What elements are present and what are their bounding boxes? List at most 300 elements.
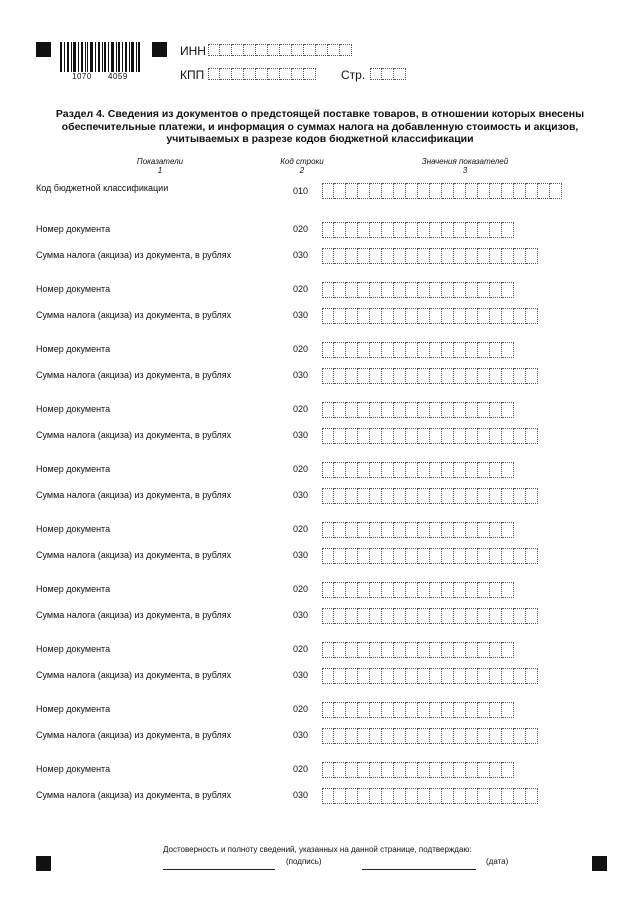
- input-cell[interactable]: [406, 282, 418, 298]
- input-cell[interactable]: [490, 282, 502, 298]
- input-cell[interactable]: [466, 762, 478, 778]
- input-cell[interactable]: [418, 668, 430, 684]
- input-cell[interactable]: [478, 788, 490, 804]
- input-cell[interactable]: [208, 44, 220, 56]
- input-cell[interactable]: [406, 788, 418, 804]
- input-cell[interactable]: [322, 548, 334, 564]
- input-cell[interactable]: [502, 762, 514, 778]
- input-cell[interactable]: [346, 728, 358, 744]
- input-cell[interactable]: [490, 428, 502, 444]
- input-cell[interactable]: [490, 788, 502, 804]
- input-cell[interactable]: [478, 308, 490, 324]
- input-cell[interactable]: [454, 342, 466, 358]
- input-cell[interactable]: [526, 308, 538, 324]
- input-cell[interactable]: [502, 488, 514, 504]
- input-cell[interactable]: [514, 308, 526, 324]
- input-cell[interactable]: [340, 44, 352, 56]
- input-cell[interactable]: [334, 368, 346, 384]
- input-cell[interactable]: [490, 368, 502, 384]
- input-cell[interactable]: [358, 788, 370, 804]
- input-cell[interactable]: [514, 668, 526, 684]
- input-cell[interactable]: [382, 68, 394, 80]
- input-cell[interactable]: [430, 368, 442, 384]
- input-cell[interactable]: [418, 608, 430, 624]
- input-cell[interactable]: [466, 183, 478, 199]
- input-cell[interactable]: [406, 342, 418, 358]
- doc-number-field[interactable]: [322, 702, 514, 718]
- input-cell[interactable]: [466, 788, 478, 804]
- input-cell[interactable]: [466, 642, 478, 658]
- input-cell[interactable]: [334, 282, 346, 298]
- input-cell[interactable]: [514, 728, 526, 744]
- input-cell[interactable]: [454, 788, 466, 804]
- input-cell[interactable]: [454, 522, 466, 538]
- input-cell[interactable]: [490, 548, 502, 564]
- input-cell[interactable]: [490, 342, 502, 358]
- input-cell[interactable]: [370, 368, 382, 384]
- input-cell[interactable]: [358, 282, 370, 298]
- input-cell[interactable]: [280, 68, 292, 80]
- input-cell[interactable]: [334, 342, 346, 358]
- input-cell[interactable]: [466, 282, 478, 298]
- input-cell[interactable]: [430, 522, 442, 538]
- input-cell[interactable]: [466, 248, 478, 264]
- input-cell[interactable]: [478, 488, 490, 504]
- input-cell[interactable]: [406, 222, 418, 238]
- input-cell[interactable]: [430, 582, 442, 598]
- input-cell[interactable]: [292, 44, 304, 56]
- input-cell[interactable]: [526, 668, 538, 684]
- input-cell[interactable]: [478, 248, 490, 264]
- input-cell[interactable]: [370, 248, 382, 264]
- input-cell[interactable]: [346, 702, 358, 718]
- input-cell[interactable]: [322, 248, 334, 264]
- input-cell[interactable]: [526, 248, 538, 264]
- input-cell[interactable]: [382, 428, 394, 444]
- input-cell[interactable]: [454, 428, 466, 444]
- tax-amount-field[interactable]: [322, 488, 538, 504]
- kpp-field[interactable]: [208, 68, 316, 80]
- input-cell[interactable]: [466, 342, 478, 358]
- input-cell[interactable]: [346, 582, 358, 598]
- input-cell[interactable]: [358, 368, 370, 384]
- input-cell[interactable]: [490, 608, 502, 624]
- input-cell[interactable]: [418, 462, 430, 478]
- input-cell[interactable]: [382, 668, 394, 684]
- input-cell[interactable]: [256, 68, 268, 80]
- input-cell[interactable]: [454, 183, 466, 199]
- input-cell[interactable]: [322, 668, 334, 684]
- input-cell[interactable]: [394, 702, 406, 718]
- input-cell[interactable]: [430, 788, 442, 804]
- input-cell[interactable]: [478, 608, 490, 624]
- input-cell[interactable]: [490, 702, 502, 718]
- input-cell[interactable]: [346, 608, 358, 624]
- input-cell[interactable]: [466, 308, 478, 324]
- input-cell[interactable]: [490, 183, 502, 199]
- tax-amount-field[interactable]: [322, 788, 538, 804]
- input-cell[interactable]: [466, 548, 478, 564]
- input-cell[interactable]: [334, 402, 346, 418]
- input-cell[interactable]: [526, 428, 538, 444]
- input-cell[interactable]: [418, 522, 430, 538]
- input-cell[interactable]: [322, 222, 334, 238]
- input-cell[interactable]: [406, 762, 418, 778]
- input-cell[interactable]: [418, 582, 430, 598]
- input-cell[interactable]: [334, 248, 346, 264]
- input-cell[interactable]: [358, 428, 370, 444]
- input-cell[interactable]: [220, 44, 232, 56]
- input-cell[interactable]: [430, 248, 442, 264]
- input-cell[interactable]: [382, 462, 394, 478]
- input-cell[interactable]: [232, 44, 244, 56]
- input-cell[interactable]: [334, 428, 346, 444]
- input-cell[interactable]: [358, 183, 370, 199]
- input-cell[interactable]: [394, 368, 406, 384]
- input-cell[interactable]: [394, 488, 406, 504]
- input-cell[interactable]: [382, 368, 394, 384]
- input-cell[interactable]: [370, 762, 382, 778]
- input-cell[interactable]: [514, 788, 526, 804]
- input-cell[interactable]: [454, 642, 466, 658]
- input-cell[interactable]: [244, 44, 256, 56]
- input-cell[interactable]: [370, 462, 382, 478]
- input-cell[interactable]: [394, 428, 406, 444]
- input-cell[interactable]: [358, 608, 370, 624]
- kbk-field[interactable]: [322, 183, 562, 199]
- input-cell[interactable]: [478, 548, 490, 564]
- input-cell[interactable]: [466, 522, 478, 538]
- input-cell[interactable]: [382, 402, 394, 418]
- tax-amount-field[interactable]: [322, 428, 538, 444]
- input-cell[interactable]: [334, 222, 346, 238]
- input-cell[interactable]: [514, 428, 526, 444]
- input-cell[interactable]: [526, 608, 538, 624]
- input-cell[interactable]: [526, 788, 538, 804]
- doc-number-field[interactable]: [322, 762, 514, 778]
- input-cell[interactable]: [394, 462, 406, 478]
- input-cell[interactable]: [346, 183, 358, 199]
- input-cell[interactable]: [430, 488, 442, 504]
- input-cell[interactable]: [478, 702, 490, 718]
- input-cell[interactable]: [490, 308, 502, 324]
- input-cell[interactable]: [490, 222, 502, 238]
- input-cell[interactable]: [478, 668, 490, 684]
- tax-amount-field[interactable]: [322, 548, 538, 564]
- input-cell[interactable]: [430, 702, 442, 718]
- input-cell[interactable]: [406, 368, 418, 384]
- input-cell[interactable]: [442, 548, 454, 564]
- input-cell[interactable]: [382, 608, 394, 624]
- input-cell[interactable]: [454, 728, 466, 744]
- input-cell[interactable]: [394, 582, 406, 598]
- input-cell[interactable]: [334, 668, 346, 684]
- input-cell[interactable]: [382, 642, 394, 658]
- input-cell[interactable]: [220, 68, 232, 80]
- input-cell[interactable]: [406, 608, 418, 624]
- input-cell[interactable]: [454, 402, 466, 418]
- input-cell[interactable]: [502, 428, 514, 444]
- input-cell[interactable]: [454, 368, 466, 384]
- input-cell[interactable]: [334, 462, 346, 478]
- input-cell[interactable]: [478, 282, 490, 298]
- input-cell[interactable]: [406, 582, 418, 598]
- input-cell[interactable]: [502, 668, 514, 684]
- input-cell[interactable]: [550, 183, 562, 199]
- input-cell[interactable]: [526, 368, 538, 384]
- input-cell[interactable]: [466, 462, 478, 478]
- input-cell[interactable]: [382, 788, 394, 804]
- input-cell[interactable]: [442, 402, 454, 418]
- input-cell[interactable]: [442, 762, 454, 778]
- input-cell[interactable]: [430, 668, 442, 684]
- input-cell[interactable]: [430, 462, 442, 478]
- input-cell[interactable]: [454, 282, 466, 298]
- input-cell[interactable]: [322, 762, 334, 778]
- input-cell[interactable]: [292, 68, 304, 80]
- input-cell[interactable]: [490, 402, 502, 418]
- input-cell[interactable]: [334, 788, 346, 804]
- input-cell[interactable]: [346, 402, 358, 418]
- input-cell[interactable]: [526, 488, 538, 504]
- input-cell[interactable]: [370, 68, 382, 80]
- page-number-field[interactable]: [370, 68, 406, 80]
- input-cell[interactable]: [490, 582, 502, 598]
- input-cell[interactable]: [322, 728, 334, 744]
- input-cell[interactable]: [370, 608, 382, 624]
- input-cell[interactable]: [442, 342, 454, 358]
- input-cell[interactable]: [478, 342, 490, 358]
- input-cell[interactable]: [466, 428, 478, 444]
- input-cell[interactable]: [502, 368, 514, 384]
- input-cell[interactable]: [394, 68, 406, 80]
- doc-number-field[interactable]: [322, 402, 514, 418]
- tax-amount-field[interactable]: [322, 308, 538, 324]
- input-cell[interactable]: [346, 282, 358, 298]
- doc-number-field[interactable]: [322, 222, 514, 238]
- input-cell[interactable]: [346, 642, 358, 658]
- input-cell[interactable]: [442, 702, 454, 718]
- input-cell[interactable]: [346, 548, 358, 564]
- signature-line[interactable]: [163, 869, 275, 870]
- input-cell[interactable]: [406, 488, 418, 504]
- input-cell[interactable]: [358, 248, 370, 264]
- input-cell[interactable]: [442, 488, 454, 504]
- input-cell[interactable]: [478, 522, 490, 538]
- input-cell[interactable]: [394, 788, 406, 804]
- input-cell[interactable]: [418, 402, 430, 418]
- input-cell[interactable]: [358, 342, 370, 358]
- input-cell[interactable]: [328, 44, 340, 56]
- input-cell[interactable]: [346, 248, 358, 264]
- input-cell[interactable]: [382, 222, 394, 238]
- input-cell[interactable]: [430, 342, 442, 358]
- input-cell[interactable]: [454, 222, 466, 238]
- input-cell[interactable]: [394, 282, 406, 298]
- input-cell[interactable]: [322, 582, 334, 598]
- input-cell[interactable]: [382, 308, 394, 324]
- input-cell[interactable]: [418, 368, 430, 384]
- input-cell[interactable]: [394, 668, 406, 684]
- input-cell[interactable]: [382, 488, 394, 504]
- input-cell[interactable]: [346, 522, 358, 538]
- input-cell[interactable]: [382, 728, 394, 744]
- input-cell[interactable]: [442, 668, 454, 684]
- input-cell[interactable]: [442, 308, 454, 324]
- input-cell[interactable]: [334, 488, 346, 504]
- input-cell[interactable]: [442, 222, 454, 238]
- input-cell[interactable]: [502, 788, 514, 804]
- input-cell[interactable]: [358, 548, 370, 564]
- input-cell[interactable]: [442, 183, 454, 199]
- input-cell[interactable]: [244, 68, 256, 80]
- input-cell[interactable]: [322, 402, 334, 418]
- input-cell[interactable]: [382, 702, 394, 718]
- input-cell[interactable]: [526, 548, 538, 564]
- doc-number-field[interactable]: [322, 522, 514, 538]
- tax-amount-field[interactable]: [322, 728, 538, 744]
- input-cell[interactable]: [454, 762, 466, 778]
- input-cell[interactable]: [346, 342, 358, 358]
- tax-amount-field[interactable]: [322, 248, 538, 264]
- input-cell[interactable]: [358, 462, 370, 478]
- doc-number-field[interactable]: [322, 342, 514, 358]
- input-cell[interactable]: [346, 488, 358, 504]
- input-cell[interactable]: [418, 342, 430, 358]
- input-cell[interactable]: [430, 428, 442, 444]
- input-cell[interactable]: [454, 488, 466, 504]
- input-cell[interactable]: [514, 548, 526, 564]
- input-cell[interactable]: [490, 522, 502, 538]
- input-cell[interactable]: [394, 642, 406, 658]
- input-cell[interactable]: [358, 668, 370, 684]
- input-cell[interactable]: [454, 668, 466, 684]
- input-cell[interactable]: [418, 183, 430, 199]
- input-cell[interactable]: [406, 308, 418, 324]
- input-cell[interactable]: [478, 728, 490, 744]
- input-cell[interactable]: [466, 222, 478, 238]
- input-cell[interactable]: [406, 548, 418, 564]
- input-cell[interactable]: [514, 488, 526, 504]
- input-cell[interactable]: [322, 522, 334, 538]
- input-cell[interactable]: [346, 762, 358, 778]
- input-cell[interactable]: [418, 642, 430, 658]
- input-cell[interactable]: [334, 522, 346, 538]
- input-cell[interactable]: [430, 642, 442, 658]
- input-cell[interactable]: [502, 342, 514, 358]
- input-cell[interactable]: [478, 222, 490, 238]
- input-cell[interactable]: [370, 642, 382, 658]
- input-cell[interactable]: [538, 183, 550, 199]
- input-cell[interactable]: [418, 788, 430, 804]
- input-cell[interactable]: [502, 608, 514, 624]
- input-cell[interactable]: [394, 248, 406, 264]
- input-cell[interactable]: [442, 522, 454, 538]
- input-cell[interactable]: [490, 668, 502, 684]
- input-cell[interactable]: [478, 183, 490, 199]
- input-cell[interactable]: [358, 308, 370, 324]
- input-cell[interactable]: [502, 308, 514, 324]
- input-cell[interactable]: [394, 608, 406, 624]
- input-cell[interactable]: [370, 222, 382, 238]
- input-cell[interactable]: [514, 608, 526, 624]
- input-cell[interactable]: [322, 608, 334, 624]
- input-cell[interactable]: [334, 582, 346, 598]
- input-cell[interactable]: [304, 68, 316, 80]
- input-cell[interactable]: [406, 668, 418, 684]
- input-cell[interactable]: [394, 728, 406, 744]
- input-cell[interactable]: [322, 488, 334, 504]
- input-cell[interactable]: [382, 548, 394, 564]
- input-cell[interactable]: [454, 248, 466, 264]
- input-cell[interactable]: [394, 342, 406, 358]
- input-cell[interactable]: [430, 222, 442, 238]
- input-cell[interactable]: [502, 282, 514, 298]
- input-cell[interactable]: [322, 368, 334, 384]
- input-cell[interactable]: [358, 522, 370, 538]
- input-cell[interactable]: [322, 342, 334, 358]
- input-cell[interactable]: [394, 222, 406, 238]
- input-cell[interactable]: [430, 402, 442, 418]
- input-cell[interactable]: [478, 642, 490, 658]
- input-cell[interactable]: [466, 702, 478, 718]
- input-cell[interactable]: [322, 183, 334, 199]
- input-cell[interactable]: [454, 462, 466, 478]
- input-cell[interactable]: [466, 668, 478, 684]
- tax-amount-field[interactable]: [322, 608, 538, 624]
- input-cell[interactable]: [442, 642, 454, 658]
- input-cell[interactable]: [334, 762, 346, 778]
- input-cell[interactable]: [406, 462, 418, 478]
- input-cell[interactable]: [430, 548, 442, 564]
- date-line[interactable]: [362, 869, 476, 870]
- input-cell[interactable]: [454, 702, 466, 718]
- input-cell[interactable]: [394, 183, 406, 199]
- input-cell[interactable]: [502, 582, 514, 598]
- input-cell[interactable]: [256, 44, 268, 56]
- input-cell[interactable]: [358, 222, 370, 238]
- doc-number-field[interactable]: [322, 282, 514, 298]
- input-cell[interactable]: [322, 282, 334, 298]
- input-cell[interactable]: [358, 402, 370, 418]
- input-cell[interactable]: [430, 762, 442, 778]
- input-cell[interactable]: [430, 308, 442, 324]
- input-cell[interactable]: [394, 522, 406, 538]
- input-cell[interactable]: [346, 308, 358, 324]
- input-cell[interactable]: [358, 728, 370, 744]
- input-cell[interactable]: [442, 248, 454, 264]
- input-cell[interactable]: [322, 642, 334, 658]
- input-cell[interactable]: [442, 368, 454, 384]
- input-cell[interactable]: [346, 462, 358, 478]
- input-cell[interactable]: [418, 222, 430, 238]
- doc-number-field[interactable]: [322, 582, 514, 598]
- input-cell[interactable]: [370, 522, 382, 538]
- input-cell[interactable]: [382, 183, 394, 199]
- input-cell[interactable]: [370, 728, 382, 744]
- input-cell[interactable]: [382, 282, 394, 298]
- input-cell[interactable]: [358, 582, 370, 598]
- input-cell[interactable]: [322, 788, 334, 804]
- input-cell[interactable]: [502, 248, 514, 264]
- input-cell[interactable]: [454, 582, 466, 598]
- input-cell[interactable]: [442, 282, 454, 298]
- input-cell[interactable]: [370, 402, 382, 418]
- input-cell[interactable]: [334, 548, 346, 564]
- tax-amount-field[interactable]: [322, 668, 538, 684]
- input-cell[interactable]: [526, 728, 538, 744]
- doc-number-field[interactable]: [322, 462, 514, 478]
